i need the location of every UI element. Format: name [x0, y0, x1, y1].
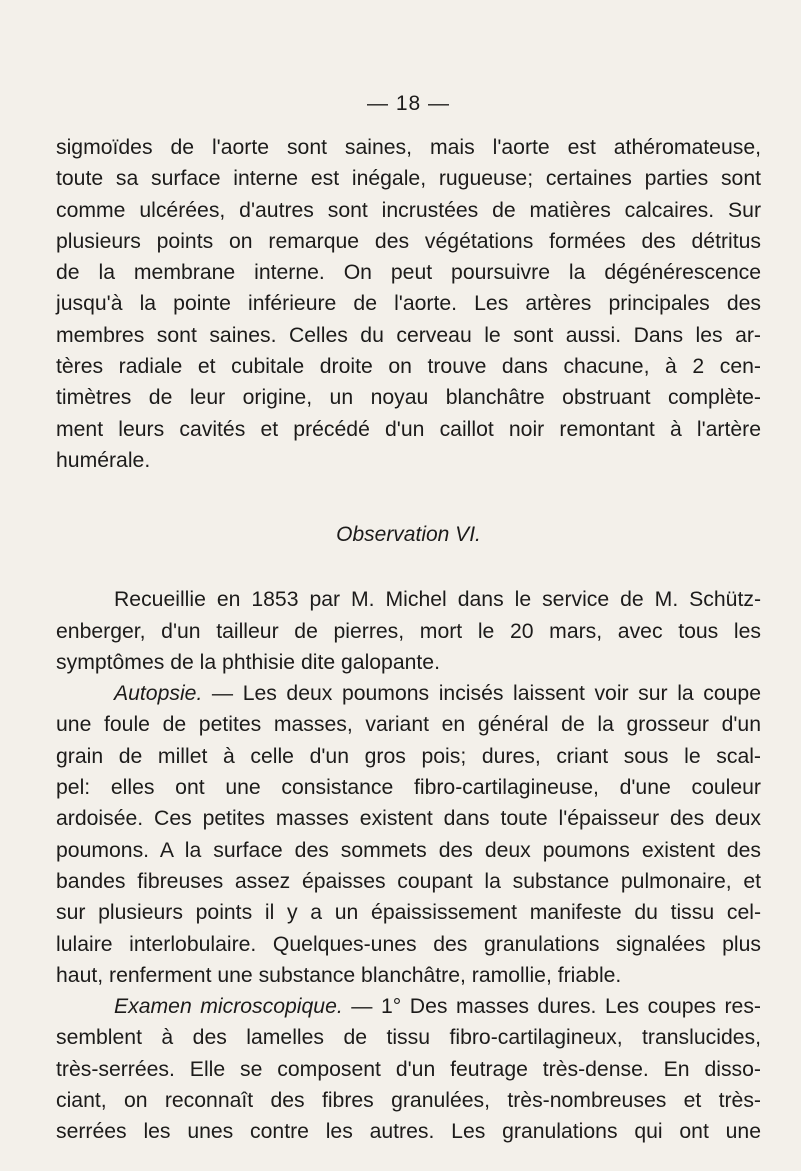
text-line — [56, 678, 761, 709]
text-line: poumons. A la surface des sommets des deux poumons existent des — [56, 838, 761, 862]
text-line: une foule de petites masses, variant en général de la grosseur d'un — [56, 713, 761, 737]
text-line: tères radiale et cubitale droite on trouve dans chacune, à 2 cen- — [56, 355, 761, 379]
text-line: jusqu'à la pointe inférieure de l'aorte. Les artères principales des — [56, 292, 761, 316]
text-line: lulaire interlobulaire. Quelques-unes des granulations signalées plus — [56, 932, 761, 956]
text-line: enberger, d'un tailleur de pierres, mort le 20 mars, avec tous les — [56, 619, 761, 643]
text-line: toute sa surface interne est inégale, rugueuse; certaines parties sont — [56, 167, 761, 191]
page-number: — 18 — — [366, 92, 451, 115]
text-line: très-serrées. Elle se composent d'un feutrage très-dense. En disso- — [56, 1057, 761, 1081]
examen-label: Examen microscopique. — [114, 995, 343, 1019]
text-line: grain de millet à celle d'un gros pois; dures, criant sous le scal- — [56, 744, 761, 768]
text-line: comme ulcérées, d'autres sont incrustées de matières calcaires. Sur — [56, 198, 761, 222]
text-fragment: — 1° Des masses dures. Les coupes res- — [342, 995, 761, 1019]
paragraph-autopsie — [56, 678, 761, 991]
section-heading: Observation VI. — [336, 523, 481, 547]
text-line: ardoisée. Ces petites masses existent dans toute l'épaisseur des deux — [56, 807, 761, 831]
text-fragment: — Les deux poumons incisés laissent voir sur la coupe — [202, 682, 761, 706]
text-line: haut, renferment une substance blanchâtre, ramollie, friable. — [56, 963, 622, 987]
text-line: ment leurs cavités et précédé d'un caillot noir remontant à l'artère — [56, 417, 761, 441]
text-line: pel: elles ont une consistance fibro-cartilagineuse, d'une couleur — [56, 776, 761, 800]
text-line: timètres de leur origine, un noyau blanchâtre obstruant complète- — [56, 386, 761, 410]
text-line: semblent à des lamelles de tissu fibro-cartilagineux, translucides, — [56, 1026, 761, 1050]
paragraph-examen — [56, 991, 761, 1147]
text-line: bandes fibreuses assez épaisses coupant la substance pulmonaire, et — [56, 869, 761, 893]
text-line: ciant, on reconnaît des fibres granulées, très-nombreuses et très- — [56, 1089, 761, 1113]
text-line: symptômes de la phthisie dite galopante. — [56, 650, 440, 674]
text-line: humérale. — [56, 448, 151, 472]
autopsie-label: Autopsie. — [114, 682, 203, 706]
text-line: sigmoïdes de l'aorte sont saines, mais l'aorte est athéromateuse, — [56, 136, 761, 159]
text-line: membres sont saines. Celles du cerveau le sont aussi. Dans les ar- — [56, 323, 761, 347]
paragraph-aorte — [56, 132, 761, 476]
paragraph-recueillie — [56, 584, 761, 678]
text-line: plusieurs points on remarque des végétations formées des détritus — [56, 229, 761, 253]
text-line: Recueillie en 1853 par M. Michel dans le service de M. Schütz- — [114, 588, 761, 612]
text-line: serrées les unes contre les autres. Les granulations qui ont une — [56, 1120, 761, 1144]
text-line — [56, 991, 761, 1022]
text-line: sur plusieurs points il y a un épaississement manifeste du tissu cel- — [56, 901, 761, 925]
text-line: de la membrane interne. On peut poursuivre la dégénérescence — [56, 261, 761, 285]
